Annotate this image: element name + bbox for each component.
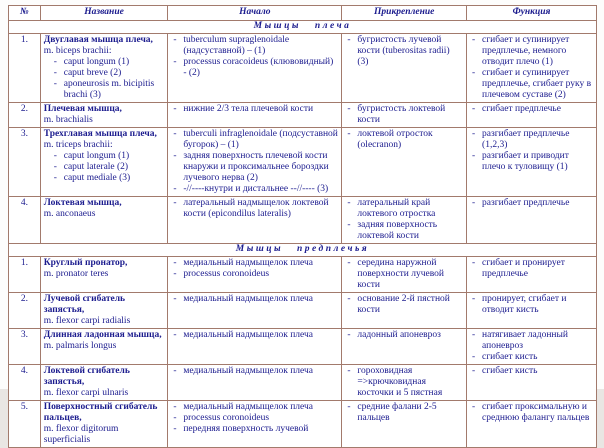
row-number-cell: 2. <box>9 293 41 329</box>
origin-item <box>170 198 339 220</box>
function-item <box>469 352 594 363</box>
dash-marker: - <box>173 413 177 423</box>
muscle-name-russian: Круглый пронатор, <box>43 258 128 268</box>
muscle-name-russian: Плечевая мышца, <box>43 104 122 114</box>
dash-marker: - <box>347 220 351 230</box>
dash-marker: - <box>347 129 351 139</box>
origin-item-text: -//----кнутри и дистальнее --//---- (3) <box>183 184 329 194</box>
dash-marker: - <box>173 330 177 340</box>
dash-marker: - <box>472 151 476 161</box>
insertion-cell <box>342 329 467 365</box>
dash-marker: - <box>53 79 57 89</box>
dash-marker: - <box>472 366 476 376</box>
muscle-name-russian: Трехглавая мышца плеча, <box>43 129 157 139</box>
muscle-part-item <box>51 79 166 101</box>
row-number-cell: 1. <box>9 34 41 103</box>
origin-item <box>170 258 339 269</box>
origin-item-text: медиальный надмыщелок плеча <box>183 294 314 304</box>
insertion-cell <box>342 128 467 197</box>
origin-item-text: processus coracoideus (клювовидный) - (2) <box>183 57 334 78</box>
function-item-text: разгибает предплечье <box>482 198 570 208</box>
muscle-row <box>9 365 597 401</box>
insertion-item <box>344 366 464 399</box>
muscle-name-russian: Поверхностный сгибатель пальцев, <box>43 402 158 423</box>
function-item <box>469 151 594 173</box>
muscle-name-latin: m. flexor digitorum superficialis <box>43 424 119 445</box>
muscle-row <box>9 34 597 103</box>
muscle-name-parts <box>44 151 166 184</box>
dash-marker: - <box>472 330 476 340</box>
origin-item-text: processus coronoideus <box>183 413 270 423</box>
origin-cell <box>168 401 342 448</box>
dash-marker: - <box>173 151 177 161</box>
dash-marker: - <box>347 198 351 208</box>
dash-marker: - <box>53 68 57 78</box>
muscle-name-latin: m. brachialis <box>43 115 93 125</box>
function-cell <box>467 197 597 244</box>
origin-item-text: processus coronoideus <box>183 269 270 279</box>
origin-item-text: передняя поверхность лучевой <box>183 424 309 434</box>
function-cell <box>467 103 597 128</box>
muscle-part-item-text: caput mediale (3) <box>63 173 131 183</box>
insertion-item <box>344 104 464 126</box>
dash-marker: - <box>347 258 351 268</box>
function-item <box>469 35 594 68</box>
function-item-text: натягивает ладонный апоневроз <box>482 330 568 351</box>
insertion-cell <box>342 293 467 329</box>
dash-marker: - <box>173 57 177 67</box>
insertion-item-text: средние фалани 2-5 пальцев <box>357 402 437 423</box>
muscle-row <box>9 128 597 197</box>
muscle-name-russian: Двуглавая мышца плеча, <box>43 35 153 45</box>
muscle-part-item-text: caput breve (2) <box>63 68 122 78</box>
muscle-part-item <box>51 57 166 68</box>
insertion-cell <box>342 103 467 128</box>
muscle-part-item-text: caput longum (1) <box>63 57 130 67</box>
column-header: Функция <box>467 6 597 21</box>
insertion-item-text: бугристость локтевой кости <box>357 104 446 125</box>
dash-marker: - <box>472 68 476 78</box>
function-item-text: сгибает и супинирует предплечье, сгибает руку в плечевом суставе (2) <box>482 68 592 100</box>
muscle-part-item-text: caput longum (1) <box>63 151 130 161</box>
origin-item-text: медиальный надмыщелок плеча <box>183 366 314 376</box>
dash-marker: - <box>173 424 177 434</box>
dash-marker: - <box>173 402 177 412</box>
muscle-name-russian: Локтевой сгибатель запястья, <box>43 366 130 387</box>
function-item-text: разгибает и приводит плечо к туловищу (1) <box>482 151 569 172</box>
muscle-row <box>9 257 597 293</box>
insertion-item-text: основание 2-й пястной кости <box>357 294 450 315</box>
column-header: Название <box>40 6 168 21</box>
insertion-item-text: задняя поверхность локтевой кости <box>357 220 438 241</box>
muscle-name-cell <box>40 401 168 448</box>
origin-item-text: латеральный надмыщелок локтевой кости (epicondilus lateralis) <box>183 198 329 219</box>
dash-marker: - <box>173 258 177 268</box>
section-title: Мышцы предплечья <box>9 244 597 257</box>
row-number-cell: 4. <box>9 365 41 401</box>
origin-cell <box>168 128 342 197</box>
origin-item <box>170 294 339 305</box>
dash-marker: - <box>472 104 476 114</box>
dash-marker: - <box>173 129 177 139</box>
insertion-item <box>344 294 464 316</box>
dash-marker: - <box>173 104 177 114</box>
column-header: № <box>9 6 41 21</box>
function-item-text: сгибает и супинирует предплечье, немного отводит плечо (1) <box>482 35 570 67</box>
origin-item <box>170 424 339 435</box>
muscle-name-cell <box>40 365 168 401</box>
dash-marker: - <box>472 198 476 208</box>
insertion-item <box>344 258 464 291</box>
dash-marker: - <box>472 352 476 362</box>
muscle-row <box>9 103 597 128</box>
row-number-cell: 4. <box>9 197 41 244</box>
origin-item <box>170 330 339 341</box>
insertion-item <box>344 129 464 151</box>
insertion-cell <box>342 34 467 103</box>
row-number-cell: 3. <box>9 329 41 365</box>
origin-item-text: нижние 2/3 тела плечевой кости <box>183 104 314 114</box>
dash-marker: - <box>347 366 351 376</box>
origin-item <box>170 402 339 413</box>
function-cell <box>467 293 597 329</box>
function-item-text: сгибает кисть <box>482 366 538 376</box>
function-cell <box>467 365 597 401</box>
function-item-text: сгибает проксимальную и среднюю фалангу пальцев <box>482 402 590 423</box>
origin-item-text: медиальный надмыщелок плеча <box>183 330 314 340</box>
muscle-row <box>9 401 597 448</box>
origin-item <box>170 104 339 115</box>
muscle-part-item-text: caput laterale (2) <box>63 162 129 172</box>
muscle-name-russian: Локтевая мышца, <box>43 198 122 208</box>
function-item <box>469 330 594 352</box>
function-cell <box>467 401 597 448</box>
insertion-item <box>344 220 464 242</box>
dash-marker: - <box>347 330 351 340</box>
table-body <box>9 21 597 448</box>
insertion-item-text: латеральный край локтевого отростка <box>357 198 436 219</box>
muscle-name-cell <box>40 103 168 128</box>
dash-marker: - <box>53 151 57 161</box>
origin-cell <box>168 34 342 103</box>
row-number-cell: 1. <box>9 257 41 293</box>
muscle-name-latin: m. anconaeus <box>43 209 96 219</box>
origin-item <box>170 184 339 195</box>
muscle-name-latin: m. palmaris longus <box>43 341 117 351</box>
muscle-name-cell <box>40 197 168 244</box>
origin-item <box>170 413 339 424</box>
insertion-item <box>344 330 464 341</box>
muscle-name-cell <box>40 128 168 197</box>
muscle-row <box>9 329 597 365</box>
dash-marker: - <box>53 162 57 172</box>
muscle-part-item <box>51 162 166 173</box>
insertion-cell <box>342 365 467 401</box>
row-number-cell: 2. <box>9 103 41 128</box>
muscle-part-item <box>51 68 166 79</box>
insertion-cell <box>342 257 467 293</box>
origin-cell <box>168 197 342 244</box>
column-header: Прикрепление <box>342 6 467 21</box>
function-item-text: пронирует, сгибает и отводит кисть <box>482 294 567 315</box>
function-cell <box>467 34 597 103</box>
origin-item <box>170 269 339 280</box>
dash-marker: - <box>472 402 476 412</box>
insertion-item-text: бугристость лучевой кости (tuberositas radii) (3) <box>357 35 450 67</box>
muscle-name-cell <box>40 257 168 293</box>
row-number-cell: 5. <box>9 401 41 448</box>
origin-item-text: медиальный надмыщелок плеча <box>183 402 314 412</box>
muscle-name-parts <box>44 57 166 101</box>
origin-cell <box>168 103 342 128</box>
function-item <box>469 366 594 377</box>
function-item-text: сгибает и пронирует предплечье <box>482 258 565 279</box>
insertion-item-text: середина наружной поверхности лучевой кости <box>357 258 445 290</box>
muscle-name-latin: m. triceps brachii: <box>43 140 113 150</box>
dash-marker: - <box>53 57 57 67</box>
function-item-text: разгибает предплечье (1,2,3) <box>482 129 570 150</box>
muscle-name-cell <box>40 34 168 103</box>
function-cell <box>467 128 597 197</box>
dash-marker: - <box>472 35 476 45</box>
muscle-name-russian: Лучевой сгибатель запястья, <box>43 294 126 315</box>
row-number-cell: 3. <box>9 128 41 197</box>
dash-marker: - <box>173 294 177 304</box>
function-item <box>469 198 594 209</box>
function-item-text: сгибает кисть <box>482 352 538 362</box>
insertion-cell <box>342 401 467 448</box>
dash-marker: - <box>173 366 177 376</box>
function-item <box>469 129 594 151</box>
section-title: Мышцы плеча <box>9 21 597 34</box>
insertion-item <box>344 198 464 220</box>
insertion-item <box>344 402 464 424</box>
origin-cell <box>168 293 342 329</box>
muscle-name-russian: Длинная ладонная мышца, <box>43 330 162 340</box>
function-item <box>469 258 594 280</box>
muscle-name-latin: m. flexor carpi radialis <box>43 316 131 326</box>
dash-marker: - <box>347 35 351 45</box>
origin-item-text: tuberculum supraglenoidale (надсуставной) – (1) <box>183 35 290 56</box>
muscle-name-latin: m. pronator teres <box>43 269 109 279</box>
dash-marker: - <box>472 258 476 268</box>
origin-cell <box>168 365 342 401</box>
header-row <box>9 6 597 21</box>
origin-cell <box>168 329 342 365</box>
function-item <box>469 68 594 101</box>
muscle-row <box>9 197 597 244</box>
dash-marker: - <box>347 402 351 412</box>
function-item <box>469 402 594 424</box>
function-cell <box>467 257 597 293</box>
insertion-cell <box>342 197 467 244</box>
dash-marker: - <box>472 129 476 139</box>
muscle-name-cell <box>40 293 168 329</box>
muscle-part-item <box>51 173 166 184</box>
function-item <box>469 294 594 316</box>
muscle-table <box>8 5 597 448</box>
origin-item-text: задняя поверхность плечевой кости кнаружи и проксимальнее бороздки лучевого нерва (2) <box>183 151 329 183</box>
function-item-text: сгибает предплечье <box>482 104 561 114</box>
function-item <box>469 104 594 115</box>
insertion-item <box>344 35 464 68</box>
column-header: Начало <box>168 6 342 21</box>
dash-marker: - <box>173 35 177 45</box>
origin-item <box>170 57 339 79</box>
muscle-row <box>9 293 597 329</box>
section-row <box>9 244 597 257</box>
dash-marker: - <box>173 269 177 279</box>
section-row <box>9 21 597 34</box>
dash-marker: - <box>472 294 476 304</box>
insertion-item-text: ладонный апоневроз <box>357 330 441 340</box>
muscle-name-latin: m. flexor carpi ulnaris <box>43 388 129 398</box>
dash-marker: - <box>173 198 177 208</box>
muscle-name-cell <box>40 329 168 365</box>
table-head <box>9 6 597 21</box>
origin-cell <box>168 257 342 293</box>
function-cell <box>467 329 597 365</box>
origin-item <box>170 129 339 151</box>
origin-item-text: медиальный надмыщелок плеча <box>183 258 314 268</box>
muscle-part-item-text: aponeurosis m. bicipitis brachi (3) <box>63 79 155 100</box>
origin-item <box>170 151 339 184</box>
insertion-item-text: гороховидная =>крючковидная косточки и 5 пястная <box>357 366 443 398</box>
insertion-item-text: локтевой отросток (olecranon) <box>357 129 433 150</box>
dash-marker: - <box>53 173 57 183</box>
dash-marker: - <box>347 294 351 304</box>
origin-item-text: tuberculi infraglenoidale (подсуставной бугорок) – (1) <box>183 129 338 150</box>
muscle-name-latin: m. biceps brachii: <box>43 46 112 56</box>
dash-marker: - <box>173 184 177 194</box>
origin-item <box>170 366 339 377</box>
origin-item <box>170 35 339 57</box>
dash-marker: - <box>347 104 351 114</box>
muscle-part-item <box>51 151 166 162</box>
